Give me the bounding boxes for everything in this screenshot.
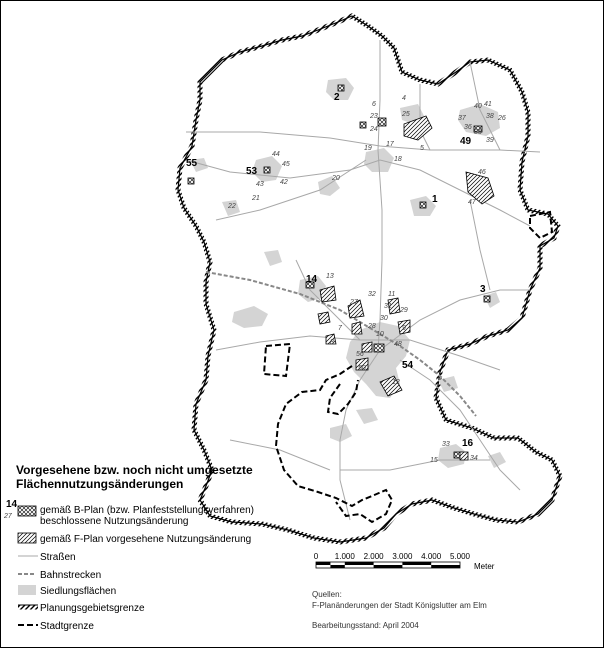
map-label-small: 31 (384, 303, 392, 310)
legend-label-b-plan: gemäß B-Plan (bzw. Planfeststellungsverfahren) (40, 505, 254, 516)
legend-swatch-f-plan (18, 533, 36, 543)
legend-swatch-b-plan (18, 506, 36, 516)
legend-example-small: 27 (4, 513, 12, 520)
legend-title-line1: Vorgesehene bzw. noch nicht umgesetzte (16, 463, 253, 477)
map-label-55: 55 (186, 158, 198, 169)
map-label-small: 37 (458, 115, 466, 122)
map-label-49: 49 (460, 136, 472, 147)
map-label-small: 8 (330, 339, 334, 346)
settlement-areas (190, 78, 506, 468)
map-label-small: 47 (468, 199, 476, 206)
legend-label-planning: Planungsgebietsgrenze (40, 603, 145, 614)
map-label-small: 56 (356, 351, 364, 358)
scale-unit: Meter (474, 562, 495, 571)
map-label-small: 36 (464, 124, 472, 131)
map-label-small: 9 (402, 325, 406, 332)
map-label-small: 40 (474, 103, 482, 110)
map-label-small: 22 (228, 203, 236, 210)
source-block (312, 590, 487, 630)
map-label-small: 26 (498, 115, 506, 122)
scale-tick-2: 2.000 (363, 552, 384, 561)
scale-tick-1: 1.000 (334, 552, 355, 561)
map-label-small: 24 (370, 126, 378, 133)
map-label-small: 7 (338, 325, 342, 332)
map-label-small: 25 (402, 111, 410, 118)
map-label-small: 39 (486, 137, 494, 144)
map-label-small: 10 (376, 331, 384, 338)
legend-label-roads: Straßen (40, 552, 76, 563)
scale-tick-5: 5.000 (449, 552, 471, 561)
map-label-small: 13 (326, 273, 334, 280)
map-labels-big (186, 92, 486, 449)
map-label-53: 53 (246, 166, 258, 177)
map-label-small: 50 (358, 365, 366, 372)
map-label-small: 45 (282, 161, 290, 168)
legend-label-b-plan-2: beschlossene Nutzungsänderung (40, 516, 189, 527)
map-label-small: 15 (430, 457, 438, 464)
map-label-small: 35 (474, 129, 482, 136)
legend-label-f-plan: gemäß F-Plan vorgesehene Nutzungsänderung (40, 534, 252, 545)
source-status: Bearbeitungsstand: April 2004 (312, 621, 419, 630)
map-label-small: 12 (392, 379, 400, 386)
map-label-small: 30 (380, 315, 388, 322)
source-heading: Quellen: (312, 590, 342, 599)
map-label-small: 17 (386, 141, 394, 148)
map-label-small: 21 (252, 195, 260, 202)
map-label-small: 32 (368, 291, 376, 298)
map-label-small: 34 (470, 455, 478, 462)
map-label-small: 4 (402, 95, 406, 102)
map-label-small: 18 (394, 156, 402, 163)
map-label-3: 3 (480, 284, 486, 295)
map-label-small: 38 (486, 113, 494, 120)
map-label-1: 1 (432, 194, 438, 205)
legend-label-rail: Bahnstrecken (40, 570, 102, 581)
legend-example-number: 14 (6, 499, 18, 510)
map-label-16: 16 (462, 438, 474, 449)
legend-label-settlement: Siedlungsflächen (40, 586, 117, 597)
scale-bar (314, 552, 495, 571)
legend-swatch-settlement (18, 585, 36, 595)
scale-tick-4: 4.000 (421, 552, 442, 561)
scale-tick-3: 3.000 (392, 552, 413, 561)
map-label-small: 41 (484, 101, 492, 108)
map-label-small: 5 (420, 145, 424, 152)
b-plan-areas (188, 85, 490, 458)
map-label-small: 33 (442, 441, 450, 448)
map-label-small: 29 (400, 307, 408, 314)
scale-tick-0: 0 (313, 552, 319, 561)
map-label-small: 20 (332, 175, 340, 182)
map-label-54: 54 (402, 360, 414, 371)
map-label-small: 44 (272, 151, 280, 158)
map-label-small: 6 (372, 101, 376, 108)
map-label-small: 19 (364, 145, 372, 152)
map-label-small: 42 (280, 179, 288, 186)
source-text: F-Planänderungen der Stadt Königslutter am Elm (312, 601, 487, 610)
map-label-small: 23 (370, 113, 378, 120)
map-label-small: 11 (388, 291, 396, 298)
map-label-14: 14 (306, 274, 318, 285)
map-label-small: 48 (394, 341, 402, 348)
map-label-small: 27 (350, 299, 358, 306)
legend (3, 463, 254, 632)
map-label-small: 46 (478, 169, 486, 176)
legend-label-city: Stadtgrenze (40, 621, 94, 632)
map-label-small: 28 (368, 323, 376, 330)
legend-title-line2: Flächennutzungsänderungen (16, 477, 184, 491)
map-label-small: 43 (256, 181, 264, 188)
map-label-2: 2 (334, 92, 340, 103)
